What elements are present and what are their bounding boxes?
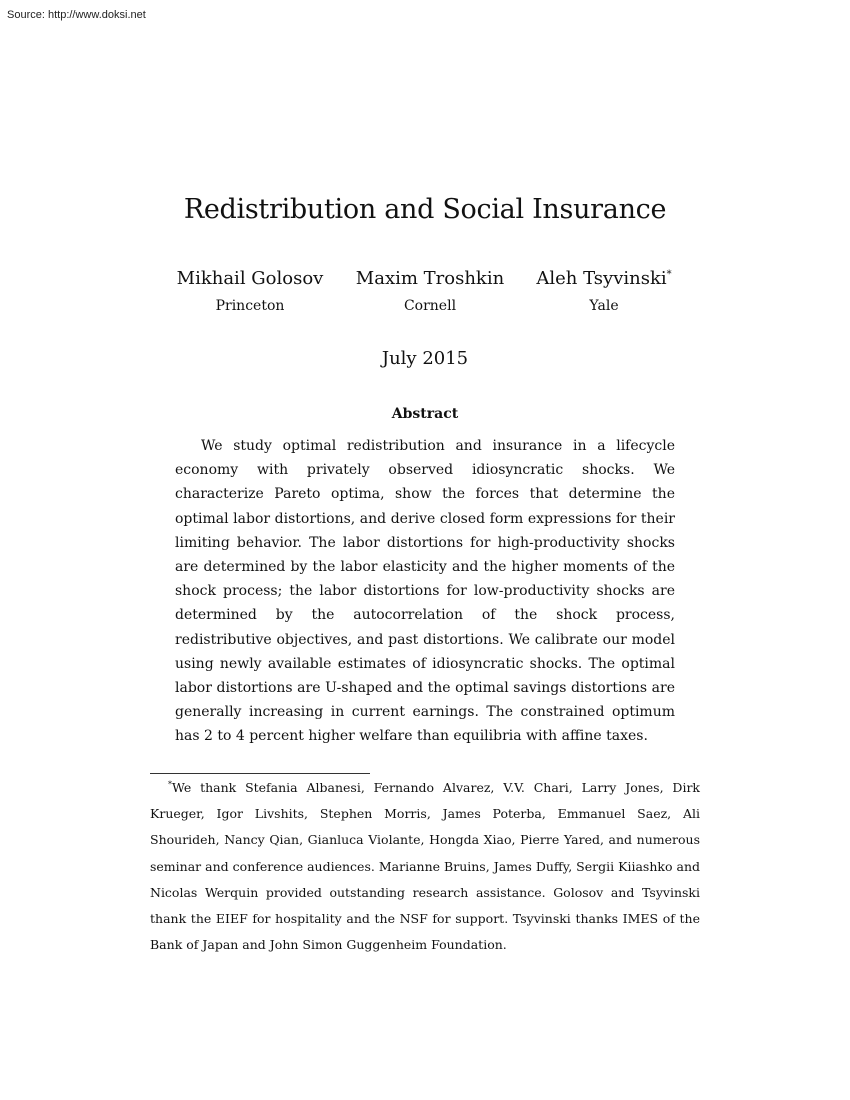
paper-date: July 2015 <box>381 348 469 369</box>
abstract-text: We study optimal redistribution and insurance in a lifecycle economy with privately observed idiosyncratic shocks. We characterize Pareto optima, show the forces that determine the optimal labor distortions, and derive closed form expressions for their limiting behavior. The labor distortions for high-productivity shocks are determined by the labor elasticity and the higher moments of the shock process; the labor distortions for low-productivity shocks are determined by the autocorrelation of the shock process, redistributive objectives, and past distortions. We calibrate our model using newly available estimates of idiosyncratic shocks. The optimal labor distortions are U-shaped and the optimal savings distortions are generally increasing in current earnings. The constrained optimum has 2 to 4 percent higher welfare than equilibria with affine taxes. <box>175 438 675 745</box>
footnote-text: We thank Stefania Albanesi, Fernando Alvarez, V.V. Chari, Larry Jones, Dirk Krueger, Igor Livshits, Stephen Morris, James Poterba, Emmanuel Saez, Ali Shourideh, Nancy Qian, Gianluca Violante, Hongda Xiao, Pierre Yared, and numerous seminar and conference audiences. Marianne Bruins, James Duffy, Sergii Kiiashko and Nicolas Werquin provided outstanding research assistance. Golosov and Tsyvinski thank the EIEF for hospitality and the NSF for support. Tsyvinski thanks IMES of the Bank of Japan and John Simon Guggenheim Foundation. <box>150 780 700 953</box>
author-block <box>150 268 350 314</box>
author-affiliation: Princeton <box>215 298 285 314</box>
footnote <box>150 775 700 958</box>
author-affiliation: Yale <box>589 298 619 314</box>
paper-title: Redistribution and Social Insurance <box>183 194 667 225</box>
author-name: Mikhail Golosov <box>176 268 324 289</box>
source-link[interactable]: Source: http://www.doksi.net <box>7 9 146 21</box>
author-block <box>330 268 530 314</box>
footnote-marker[interactable]: * <box>666 269 672 280</box>
author-block <box>504 268 704 314</box>
abstract-heading: Abstract <box>391 406 459 422</box>
author-name: Aleh Tsyvinski* <box>536 268 672 289</box>
author-affiliation: Cornell <box>403 298 457 314</box>
footnote-divider <box>150 773 370 774</box>
footnote-mark: * <box>168 779 172 789</box>
author-name: Maxim Troshkin <box>355 268 505 289</box>
